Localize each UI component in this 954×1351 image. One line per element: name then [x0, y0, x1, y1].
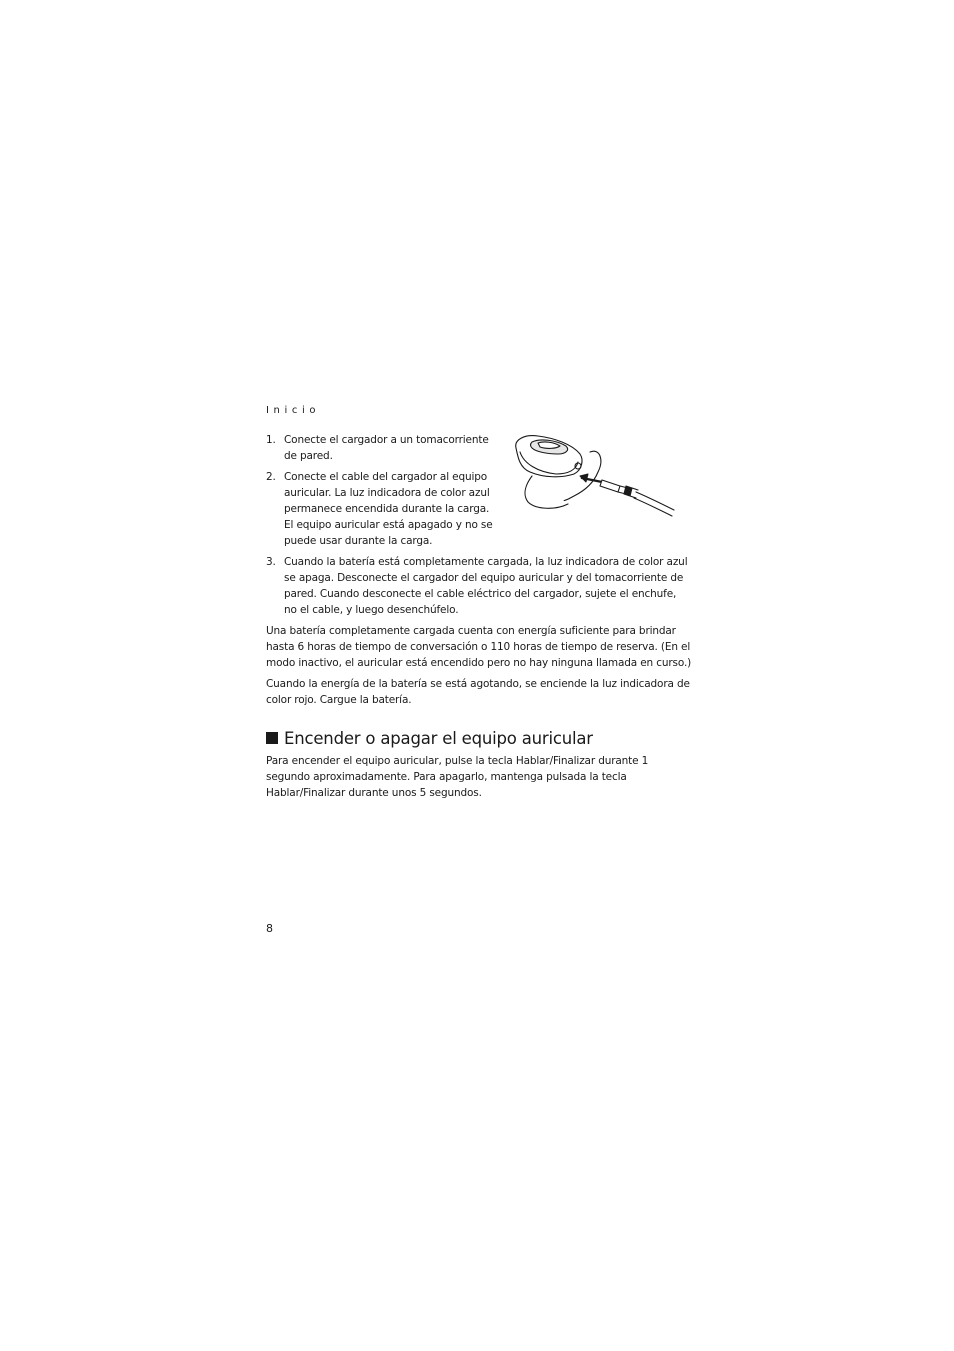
- paragraph-line: Hablar/Finalizar durante unos 5 segundos.: [266, 787, 482, 799]
- step-line: auricular. La luz indicadora de color azul: [284, 487, 490, 499]
- step-line: permanece encendida durante la carga.: [284, 503, 490, 515]
- step-number: 1.: [266, 434, 276, 446]
- step-text: [284, 469, 493, 549]
- step-text: [284, 432, 489, 464]
- step-text: [284, 554, 687, 618]
- paragraph-line: segundo aproximadamente. Para apagarlo, mantenga pulsada la tecla: [266, 771, 627, 783]
- paragraph-line: hasta 6 horas de tiempo de conversación o 110 horas de tiempo de reserva. (En el: [266, 641, 691, 653]
- low-battery-paragraph: [266, 676, 690, 708]
- step-line: puede usar durante la carga.: [284, 535, 433, 547]
- paragraph-line: color rojo. Cargue la batería.: [266, 694, 412, 706]
- page-number: 8: [266, 922, 273, 935]
- step-line: Conecte el cable del cargador al equipo: [284, 471, 488, 483]
- battery-capacity-paragraph: [266, 623, 692, 671]
- step-number: 3.: [266, 556, 276, 568]
- step-line: se apaga. Desconecte el cargador del equipo auricular y del tomacorriente de: [284, 572, 684, 584]
- section-heading: [266, 727, 593, 749]
- step-line: Cuando la batería está completamente cargada, la luz indicadora de color azul: [284, 556, 688, 568]
- paragraph-line: Para encender el equipo auricular, pulse la tecla Hablar/Finalizar durante 1: [266, 755, 649, 767]
- headset-charging-illustration: [510, 430, 678, 518]
- step-line: El equipo auricular está apagado y no se: [284, 519, 493, 531]
- heading-bullet-icon: [266, 732, 278, 744]
- step-line: de pared.: [284, 450, 333, 462]
- running-head: Inicio: [266, 405, 321, 416]
- step-line: Conecte el cargador a un tomacorriente: [284, 434, 489, 446]
- step-line: no el cable, y luego desenchúfelo.: [284, 604, 459, 616]
- paragraph-line: Cuando la energía de la batería se está agotando, se enciende la luz indicadora de: [266, 678, 690, 690]
- power-on-off-paragraph: [266, 753, 686, 801]
- paragraph-line: Una batería completamente cargada cuenta con energía suficiente para brindar: [266, 625, 676, 637]
- section-heading-text: Encender o apagar el equipo auricular: [284, 728, 593, 748]
- step-number: 2.: [266, 471, 276, 483]
- paragraph-line: modo inactivo, el auricular está encendido pero no hay ninguna llamada en curso.): [266, 657, 692, 669]
- step-line: pared. Cuando desconecte el cable eléctrico del cargador, sujete el enchufe,: [284, 588, 677, 600]
